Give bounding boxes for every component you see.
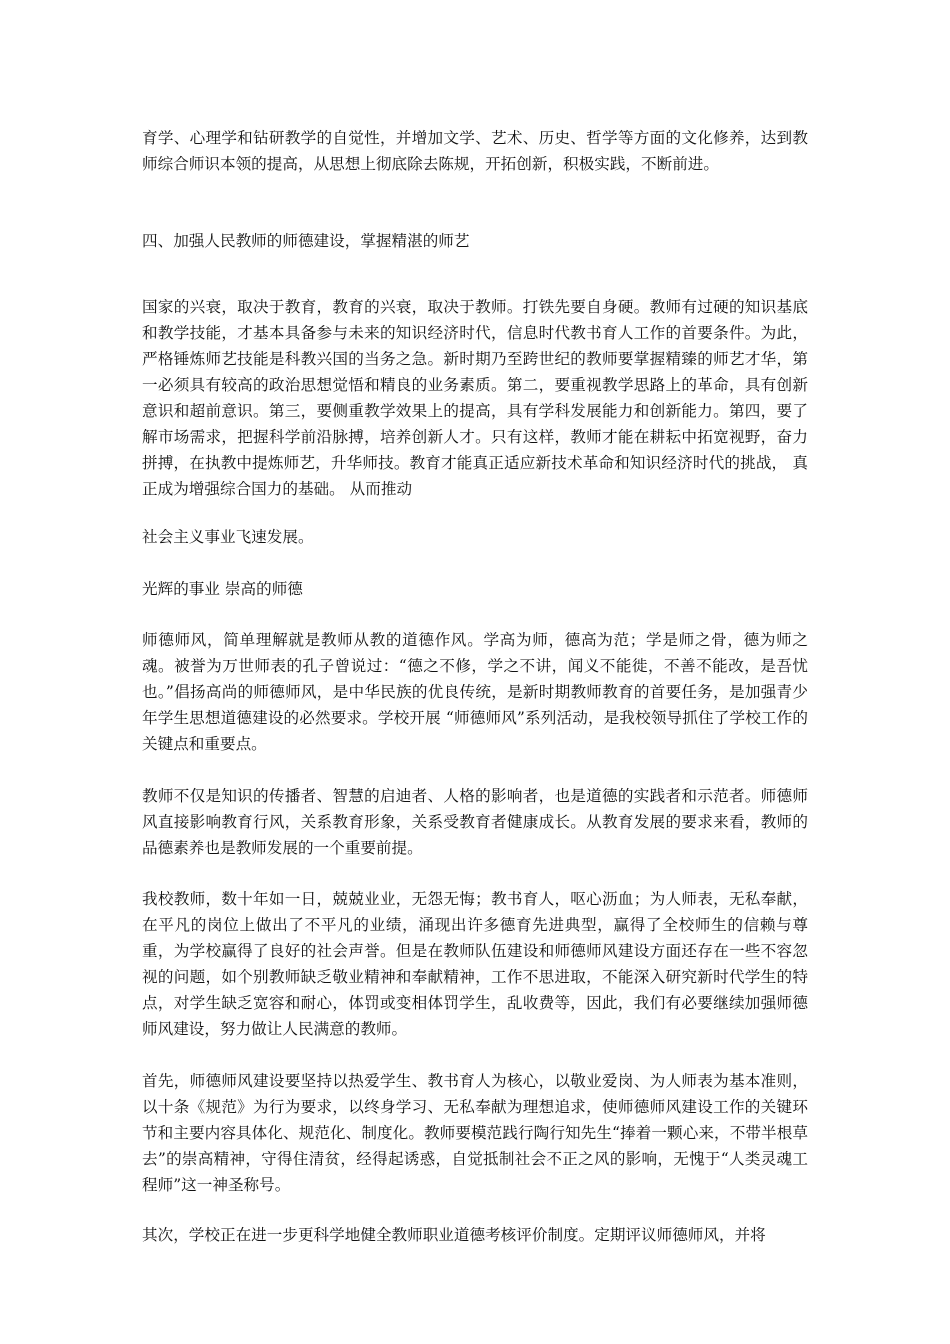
paragraph-continuation: 育学、心理学和钻研教学的自觉性，并增加文学、艺术、历史、哲学等方面的文化修养，达到教师综合师识本领的提高，从思想上彻底除去陈规，开拓创新，积极实践，不断前进。: [142, 129, 808, 173]
paragraph-continuation-short: 社会主义事业飞速发展。: [142, 528, 314, 546]
paragraph-second: 其次，学校正在进一步更科学地健全教师职业道德考核评价制度。定期评议师德师风，并将: [142, 1226, 766, 1244]
paragraph-school-teachers: 我校教师，数十年如一日，兢兢业业，无怨无悔；教书育人，呕心沥血；为人师表，无私奉献，在平凡的岗位上做出了不平凡的业绩，涌现出许多德育先进典型，赢得了全校师生的信赖与尊重，为学校赢得了良好的社会声誉。但是在教师队伍建设和师德师风建设方面还存在一些不容忽视的问题，如个别教师缺乏敬业精神和奉献精神，工作不思进取，不能深入研究新时代学生的特点，对学生缺乏宽容和耐心，体罚或变相体罚学生，乱收费等，因此，我们有必要继续加强师德师风建设，努力做让人民满意的教师。: [142, 890, 808, 1038]
document-page: [142, 0, 808, 1344]
section-heading: 四、加强人民教师的师德建设，掌握精湛的师艺: [142, 232, 470, 250]
paragraph-ethics-intro: 师德师风，简单理解就是教师从教的道德作风。学高为师，德高为范；学是师之骨，德为师之魂。被誉为万世师表的孔子曾说过：“德之不修，学之不讲，闻义不能徙，不善不能改，是吾忧也。”倡扬高尚的师德师风，是中华民族的优良传统，是新时期教师教育的首要任务，是加强青少年学生思想道德建设的必然要求。学校开展 “师德师风”系列活动，是我校领导抓住了学校工作的关键点和重要点。: [142, 631, 808, 753]
paragraph-teacher-skills: 国家的兴衰，取决于教育，教育的兴衰，取决于教师。打铁先要自身硬。教师有过硬的知识基底和教学技能，才基本具备参与未来的知识经济时代，信息时代教书育人工作的首要条件。为此，严格锤炼师艺技能是科教兴国的当务之急。新时期乃至跨世纪的教师要掌握精臻的师艺才华，第一必须具有较高的政治思想觉悟和精良的业务素质。第二，要重视教学思路上的革命，具有创新意识和超前意识。第三，要侧重教学效果上的提高，具有学科发展能力和创新能力。第四，要了解市场需求，把握科学前沿脉搏，培养创新人才。只有这样，教师才能在耕耘中拓宽视野，奋力拼搏，在执教中提炼师艺，升华师技。教育才能真正适应新技术革命和知识经济时代的挑战， 真正成为增强综合国力的基础。 从而推动: [142, 298, 808, 498]
article-title: 光辉的事业 崇高的师德: [142, 580, 303, 598]
paragraph-first: 首先，师德师风建设要坚持以热爱学生、教书育人为核心，以敬业爱岗、为人师表为基本准则，以十条《规范》为行为要求，以终身学习、无私奉献为理想追求，使师德师风建设工作的关键环节和主要内容具体化、规范化、制度化。教师要模范践行陶行知先生“捧着一颗心来，不带半根草去”的崇高精神，守得住清贫，经得起诱惑，自觉抵制社会不正之风的影响，无愧于“人类灵魂工程师”这一神圣称号。: [142, 1072, 808, 1194]
paragraph-teacher-role: 教师不仅是知识的传播者、智慧的启迪者、人格的影响者，也是道德的实践者和示范者。师德师风直接影响教育行风，关系教育形象，关系受教育者健康成长。从教育发展的要求来看，教师的品德素养也是教师发展的一个重要前提。: [142, 787, 808, 857]
